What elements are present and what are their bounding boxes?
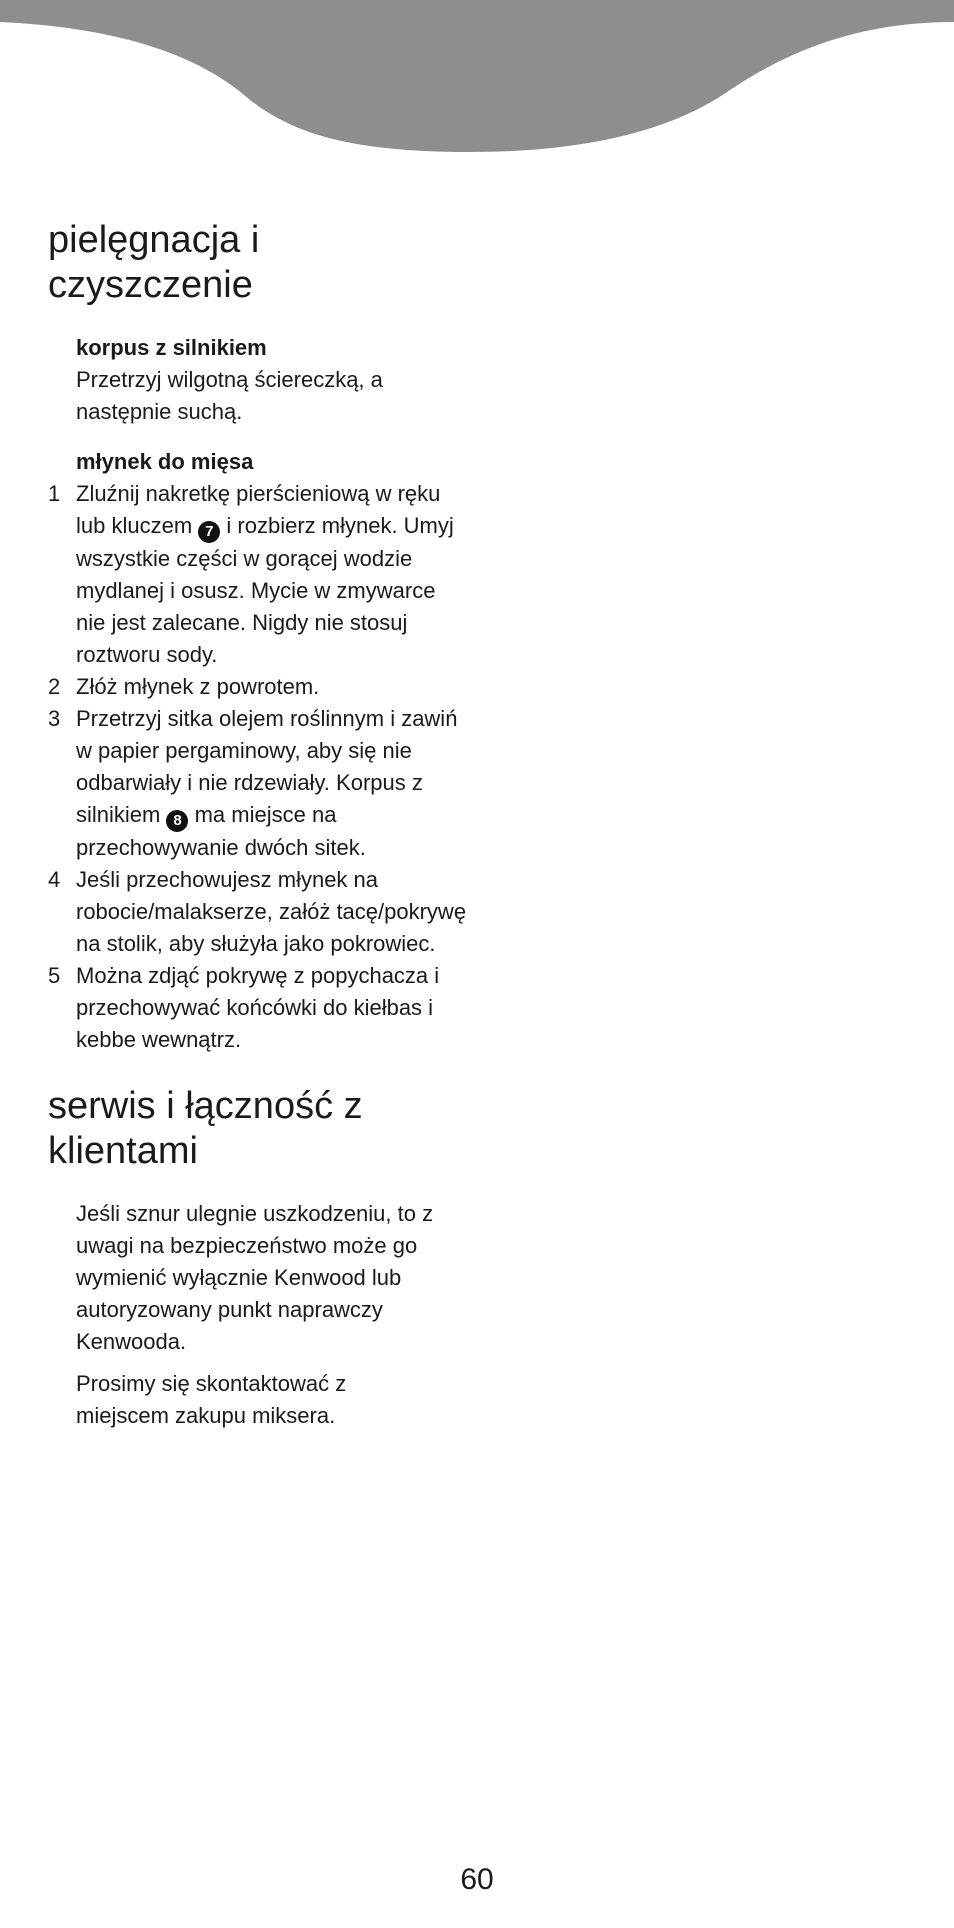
service-heading: serwis i łączność z klientami	[48, 1085, 363, 1172]
header-wave-band	[0, 0, 954, 160]
motor-unit-text: Przetrzyj wilgotną ściereczką, a następnie suchą.	[76, 367, 383, 424]
list-item: 2 Złóż młynek z powrotem.	[48, 671, 468, 703]
list-item: 5 Można zdjąć pokrywę z popychacza i przechowywać końcówki do kiełbas i kebbe wewnątrz.	[48, 960, 468, 1056]
list-item: 3 Przetrzyj sitka olejem roślinnym i zawiń w papier pergaminowy, aby się nie odbarwiały i nie rdzewiały. Korpus z silnikiem 8 ma miejsce na przechowywanie dwóch sitek.	[48, 703, 468, 864]
callout-8-icon: 8	[166, 810, 188, 832]
list-item: 1 Zluźnij nakretkę pierścieniową w ręku lub kluczem 7 i rozbierz młynek. Umyj wszystkie części w gorącej wodzie mydlanej i osusz. Mycie w zmywarce nie jest zalecane. Nigdy nie stosuj roztworu sody.	[48, 478, 468, 671]
step-number: 3	[48, 706, 61, 731]
callout-7-icon: 7	[198, 521, 220, 543]
list-item: 4 Jeśli przechowujesz młynek na robocie/malakserze, załóż tacę/pokrywę na stolik, aby służyła jako pokrowiec.	[48, 864, 468, 960]
motor-unit-section	[76, 332, 468, 428]
step-number: 5	[48, 963, 61, 988]
service-section	[76, 1198, 468, 1432]
mincer-heading-wrap	[76, 446, 468, 478]
motor-unit-heading: korpus z silnikiem	[76, 335, 267, 360]
page-number: 60	[460, 1863, 494, 1896]
mincer-heading: młynek do mięsa	[76, 449, 254, 474]
care-heading: pielęgnacja i czyszczenie	[48, 219, 260, 306]
step-number: 1	[48, 481, 61, 506]
header-wave-shape	[0, 0, 954, 152]
service-paragraph-1: Jeśli sznur ulegnie uszkodzeniu, to z uwagi na bezpieczeństwo może go wymienić wyłącznie Kenwood lub autoryzowany punkt naprawczy Kenwooda.	[76, 1201, 434, 1354]
step-number: 2	[48, 674, 61, 699]
mincer-steps-list	[48, 478, 468, 1056]
page-content	[48, 218, 468, 1432]
service-paragraph-2: Prosimy się skontaktować z miejscem zakupu miksera.	[76, 1371, 347, 1428]
step-number: 4	[48, 867, 61, 892]
